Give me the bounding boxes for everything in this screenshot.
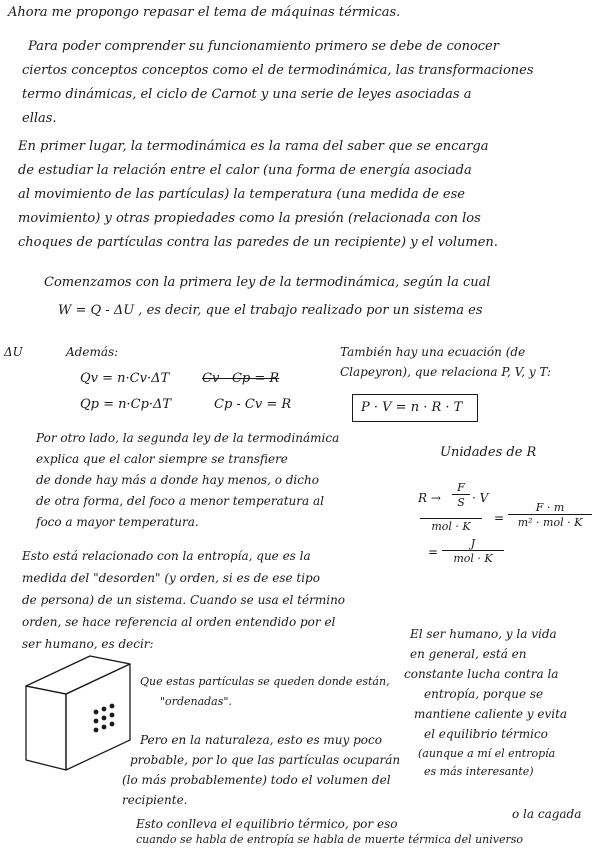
clapeyron-line: Clapeyron), que relaciona P, V, y T:	[340, 365, 552, 379]
first-law-line: Comenzamos con la primera ley de la termodinámica, según la cual	[44, 275, 491, 290]
second-law-line: explica que el calor siempre se transfiere	[36, 452, 288, 466]
entropy-line: orden, se hace referencia al orden entendido por el	[22, 615, 336, 629]
page-title: Ahora me propongo repasar el tema de máquinas térmicas.	[8, 5, 401, 20]
nature-line: recipiente.	[122, 793, 188, 807]
human-line: (aunque a mí el entropía	[418, 747, 556, 760]
second-law-line: de otra forma, del foco a menor temperatura al	[36, 494, 324, 508]
intro-line: Para poder comprender su funcionamiento primero se debe de conocer	[28, 39, 499, 54]
units-r: R →	[418, 491, 441, 505]
second-law-line: de donde hay más a donde hay menos, o dicho	[36, 473, 319, 487]
units-eq: =	[494, 511, 505, 525]
intro-line: ciertos conceptos conceptos como el de termodinámica, las transformaciones	[22, 63, 534, 78]
margin-delta-u: ΔU	[4, 345, 23, 359]
nature-line: (lo más probablemente) todo el volumen del	[122, 773, 391, 787]
human-line: es más interesante)	[424, 765, 534, 778]
units-eq: =	[428, 545, 439, 559]
second-law-line: Por otro lado, la segunda ley de la termodinámica	[36, 431, 340, 445]
intro-line: ellas.	[22, 111, 57, 126]
particle-dots	[94, 704, 115, 733]
box-caption: "ordenadas".	[160, 695, 232, 708]
box-caption: Que estas partículas se queden donde están,	[140, 675, 390, 688]
ademas-label: Además:	[66, 345, 119, 359]
bottom-line: Esto conlleva el equilibrio térmico, por eso	[136, 817, 398, 831]
units-times-v: · V	[472, 491, 489, 505]
clapeyron-line: También hay una ecuación (de	[340, 345, 526, 359]
units-title: Unidades de R	[440, 445, 537, 460]
thermo-line: En primer lugar, la termodinámica es la rama del saber que se encarga	[18, 139, 489, 154]
intro-line: termo dinámicas, el ciclo de Carnot y una serie de leyes asociadas a	[22, 87, 472, 102]
second-law-line: foco a mayor temperatura.	[36, 515, 199, 529]
entropy-line: Esto está relacionado con la entropía, que es la	[22, 549, 311, 563]
entropy-line: ser humano, es decir:	[22, 637, 154, 651]
bottom-tail: o la cagada	[512, 807, 582, 821]
eq-mayer: Cp - Cv = R	[214, 397, 292, 412]
first-law-line: W = Q - ΔU , es decir, que el trabajo realizado por un sistema es	[58, 303, 483, 318]
human-line: en general, está en	[410, 647, 527, 661]
bottom-line: cuando se habla de entropía se habla de muerte térmica del universo	[136, 833, 524, 846]
units-frac-3: J mol · K	[442, 538, 504, 564]
entropy-line: medida del "desorden" (y orden, si es de ese tipo	[22, 571, 320, 585]
units-frac-2: F · m m² · mol · K	[508, 502, 592, 528]
box-front-face	[66, 664, 130, 770]
entropy-line: de persona) de un sistema. Cuando se usa el término	[22, 593, 346, 607]
units-frac-1: mol · K	[420, 506, 482, 532]
thermo-line: choques de partículas contra las paredes de un recipiente) y el volumen.	[18, 235, 498, 250]
clapeyron-equation: P · V = n · R · T	[361, 400, 463, 415]
nature-line: probable, por lo que las partículas ocuparán	[130, 753, 401, 767]
eq-struck: Cv - Cp = R	[202, 371, 280, 386]
thermo-line: al movimiento de las partículas) la temperatura (una medida de ese	[18, 187, 465, 202]
eq-qv: Qv = n·Cv·ΔT	[80, 371, 170, 386]
human-line: constante lucha contra la	[404, 667, 559, 681]
human-line: entropía, porque se	[424, 687, 544, 701]
human-line: mantiene caliente y evita	[414, 707, 568, 721]
box-left-face	[26, 686, 66, 770]
units-frac-fs: $\frac{F}{S}$	[452, 482, 470, 508]
human-line: el equilibrio térmico	[424, 727, 548, 741]
nature-line: Pero en la naturaleza, esto es muy poco	[140, 733, 382, 747]
human-line: El ser humano, y la vida	[410, 627, 557, 641]
eq-qp: Qp = n·Cp·ΔT	[80, 397, 172, 412]
thermo-line: movimiento) y otras propiedades como la presión (relacionada con los	[18, 211, 481, 226]
thermo-line: de estudiar la relación entre el calor (una forma de energía asociada	[18, 163, 472, 178]
